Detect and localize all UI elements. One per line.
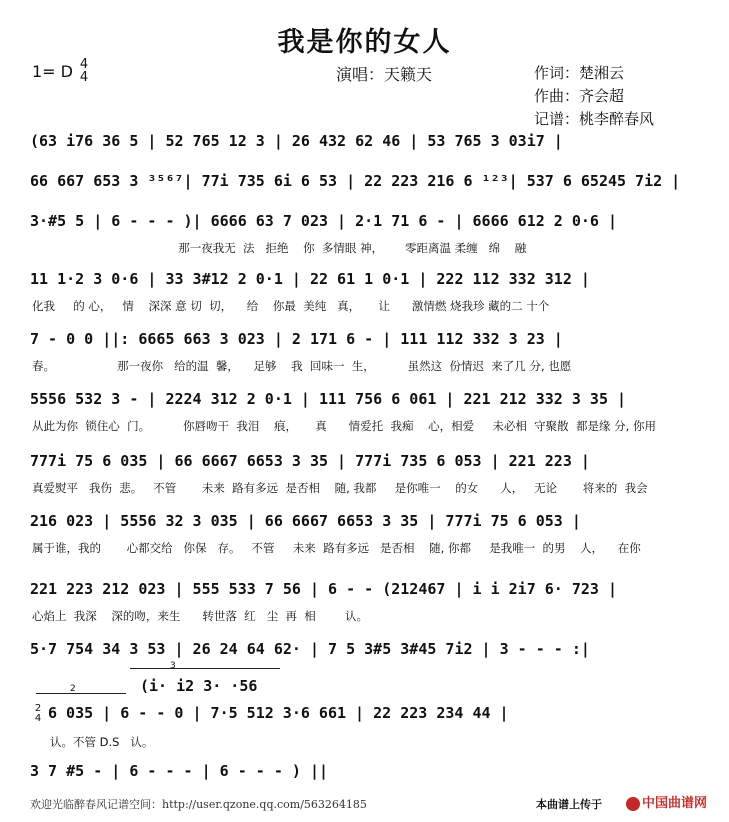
- alt-ending-notes: [0, 677, 729, 699]
- score-system-1: [0, 132, 729, 154]
- footer-link-text: 欢迎光临醉春风记谱空间：http://user.qzone.qq.com/563264185: [30, 798, 367, 811]
- notes-7: 777i 75 6 035 | 66 6667 6653 3 35 | 777i 735 6 053 | 221 223 |: [30, 452, 590, 470]
- key-signature: 1= D: [32, 62, 73, 81]
- notes-5: 7 - 0 0 ||: 6665 663 3 023 | 2 171 6 - | 111 112 332 3 23 |: [30, 330, 563, 348]
- score-system-12: [0, 762, 729, 784]
- logo-icon: [626, 797, 640, 811]
- score-system-9: [0, 580, 729, 602]
- lyrics-11: 认。不管 D.S 认。: [50, 735, 154, 749]
- site-logo: [626, 792, 707, 811]
- notes-11: 6 035 | 6 - - 0 | 7·5 512 3·6 661 | 22 223 234 44 |: [48, 704, 509, 722]
- score-system-11: [0, 704, 729, 726]
- notes-9: 221 223 212 023 | 555 533 7 56 | 6 - - (212467 | i i 2i7 6· 723 |: [30, 580, 617, 598]
- alt-notes: (i· i2 3· ·56: [140, 677, 258, 695]
- lyrics-3: 那一夜我无 法 拒绝 你 多情眼 神， 零距离温 柔缠 绵 融: [32, 241, 527, 255]
- lyrics-8: 属于谁，我的 心都交给 你保 存。 不管 未来 路有多远 是否相 随, 你都 是我唯一 的男 人， 在你: [32, 541, 641, 555]
- triplet-label: 3: [170, 661, 176, 671]
- transcriber-credit: 记谱：桃李醉春风: [534, 110, 655, 128]
- triplet-bracket: [130, 668, 280, 669]
- time-signature: [78, 58, 90, 84]
- lyrics-6: 从此为你 锁住心 门。 你唇吻干 我泪 痕， 真 情爱托 我痴 心，相爱 未必相 守聚散 都是缘 分, 你用: [32, 419, 656, 433]
- volta-line: [36, 693, 126, 694]
- time-change-top: 2: [34, 703, 42, 714]
- notes-8: 216 023 | 5556 32 3 035 | 66 6667 6653 3 35 | 777i 75 6 053 |: [30, 512, 581, 530]
- notes-1: (63 i76 36 5 | 52 765 12 3 | 26 432 62 46 | 53 765 3 03i7 |: [30, 132, 563, 150]
- notes-4: 11 1·2 3 0·6 | 33 3#12 2 0·1 | 22 61 1 0·1 | 222 112 332 312 |: [30, 270, 590, 288]
- score-system-10: [0, 640, 729, 662]
- lyricist-credit: 作词：楚湘云: [534, 64, 625, 82]
- logo-text: 中国曲谱网: [642, 796, 708, 811]
- score-system-8: [0, 512, 729, 534]
- notes-2: 66 667 653 3 ³⁵⁶⁷| 77i 735 6i 6 53 | 22 223 216 6 ¹²³| 537 6 65245 7i2 |: [30, 172, 681, 190]
- time-sig-bottom: 4: [79, 70, 89, 85]
- song-title: 我是你的女人: [277, 27, 452, 58]
- score-system-3: [0, 212, 729, 234]
- score-system-6: [0, 390, 729, 412]
- singer-credit: 演唱：天籁天: [336, 65, 433, 84]
- score-system-5: [0, 330, 729, 352]
- lyrics-5: 春。 那一夜你 给的温 馨， 足够 我 回味一 生， 虽然这 份情迟 来了几 分, 也愿: [32, 359, 572, 373]
- volta-label: 2: [70, 684, 76, 694]
- time-change-bottom: 4: [34, 713, 42, 724]
- composer-credit: 作曲：齐会超: [534, 87, 625, 105]
- score-system-4: [0, 270, 729, 292]
- notes-10: 5·7 754 34 3 53 | 26 24 64 62· | 7 5 3#5 3#45 7i2 | 3 - - - :|: [30, 640, 590, 658]
- score-system-2: [0, 172, 729, 194]
- time-sig-top: 4: [79, 57, 89, 72]
- score-system-7: [0, 452, 729, 474]
- lyrics-9: 心焰上 我深 深的吻，来生 转世落 红 尘 再 相 认。: [32, 609, 369, 623]
- lyrics-4: 化我 的 心， 情 深深 意 切 切， 给 你最 美纯 真， 让 激情燃 烧我珍 藏的二 十个: [32, 299, 550, 313]
- notes-12: 3 7 #5 - | 6 - - - | 6 - - - ) ||: [30, 762, 329, 780]
- upload-note: 本曲谱上传于: [536, 798, 602, 811]
- notes-6: 5556 532 3 - | 2224 312 2 0·1 | 111 756 6 061 | 221 212 332 3 35 |: [30, 390, 627, 408]
- notes-3: 3·#5 5 | 6 - - - )| 6666 63 7 023 | 2·1 71 6 - | 6666 612 2 0·6 |: [30, 212, 617, 230]
- lyrics-7: 真爱熨平 我伤 悲。 不管 未来 路有多远 是否相 随, 我都 是你唯一 的女 人， 无论 将来的 我会: [32, 481, 648, 495]
